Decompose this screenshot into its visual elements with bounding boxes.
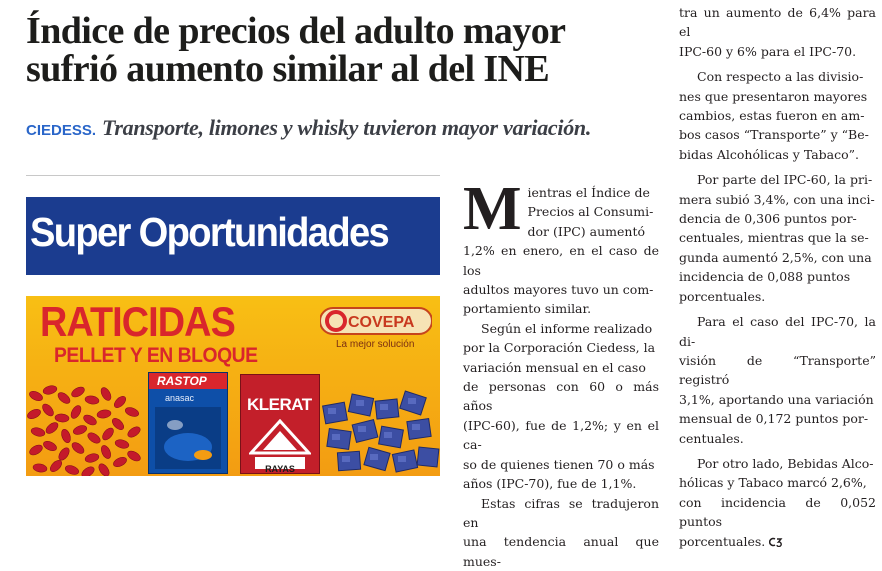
text-line: so de quienes tienen 70 o más <box>463 455 659 474</box>
text-line: variación mensual en el caso <box>463 358 659 377</box>
text-line: una tendencia anual que mues- <box>463 532 659 571</box>
kicker <box>26 115 656 141</box>
text-line: Con respecto a las divisio- <box>679 67 876 86</box>
klerat-triangle-logo <box>249 419 311 455</box>
rastop-product-image <box>155 407 221 469</box>
headline-line-1: Índice de precios del adulto mayor <box>26 12 646 50</box>
text-line-last <box>679 532 876 551</box>
pellets-image <box>26 380 146 476</box>
text-line: con incidencia de 0,052 puntos <box>679 493 876 532</box>
text-line: (IPC-60), fue de 1,2%; y en el ca- <box>463 416 659 455</box>
text-line: bidas Alcohólicas y Tabaco”. <box>679 145 876 164</box>
text-line: nes que presentaron mayores <box>679 87 876 106</box>
text-line: dor (IPC) aumentó <box>463 222 659 241</box>
article-column-2 <box>679 3 876 551</box>
text-line: 1,2% en enero, en el caso de los <box>463 241 659 280</box>
article-end-mark-icon <box>769 537 783 547</box>
paragraph-6 <box>679 312 876 448</box>
paragraph-2 <box>463 319 659 494</box>
text-line: Según el informe realizado <box>463 319 659 338</box>
ad-raticidas[interactable] <box>26 296 440 476</box>
text-line: portamiento similar. <box>463 299 659 318</box>
paragraph-3-cont <box>679 3 876 61</box>
paragraph-3 <box>463 494 659 571</box>
bait-blocks-image <box>318 390 440 476</box>
paragraph-1 <box>463 183 659 319</box>
paragraph-7 <box>679 454 876 551</box>
text-line: Estas cifras se tradujeron en <box>463 494 659 533</box>
text-line: 3,1%, aportando una variación <box>679 390 876 409</box>
covepa-logo <box>320 306 432 336</box>
text-line: IPC-60 y 6% para el IPC-70. <box>679 42 876 61</box>
ad-title: RATICIDAS <box>40 302 235 342</box>
rastop-brand: RASTOP <box>157 374 207 388</box>
text-line: hólicas y Tabaco marcó 2,6%, <box>679 473 876 492</box>
klerat-label: RAYAS <box>265 464 295 474</box>
text-line: Precios al Consumi- <box>463 202 659 221</box>
text-line: mera subió 3,4%, con una inci- <box>679 190 876 209</box>
kicker-tag: CIEDESS. <box>26 122 96 139</box>
klerat-brand: KLERAT <box>247 395 312 415</box>
text-line: Para el caso del IPC-70, la di- <box>679 312 876 351</box>
text-line: porcentuales. <box>679 287 876 306</box>
ad-tagline: La mejor solución <box>336 339 414 350</box>
text-line: Por otro lado, Bebidas Alco- <box>679 454 876 473</box>
text-line: adultos mayores tuvo un com- <box>463 280 659 299</box>
headline <box>26 12 646 88</box>
covepa-logo-text: COVEPA <box>348 314 415 331</box>
text-line: incidencia de 0,088 puntos <box>679 267 876 286</box>
kicker-text: Transporte, limones y whisky tuvieron mayor variación. <box>102 115 591 140</box>
headline-line-2: sufrió aumento similar al del INE <box>26 50 646 88</box>
ad-banner-text: Super Oportunidades <box>30 209 411 256</box>
article-column-1 <box>463 183 659 571</box>
klerat-box <box>240 374 320 474</box>
text-line: visión de “Transporte” registró <box>679 351 876 390</box>
rastop-box <box>148 372 228 474</box>
paragraph-4 <box>679 67 876 164</box>
text-line: por la Corporación Ciedess, la <box>463 338 659 357</box>
drop-cap: M <box>463 183 522 235</box>
paragraph-5 <box>679 170 876 306</box>
text-line: bos casos “Transporte” y “Be- <box>679 125 876 144</box>
section-divider <box>26 175 440 176</box>
text-line: mensual de 0,172 puntos por- <box>679 409 876 428</box>
anasac-label: anasac <box>165 393 194 403</box>
text-line: Por parte del IPC-60, la pri- <box>679 170 876 189</box>
text-line: tra un aumento de 6,4% para el <box>679 3 876 42</box>
text-line-text: porcentuales. <box>679 534 765 549</box>
text-line: centuales. <box>679 429 876 448</box>
text-line: de personas con 60 o más años <box>463 377 659 416</box>
text-line: gunda aumentó 2,5%, con una <box>679 248 876 267</box>
ad-banner[interactable] <box>26 197 440 275</box>
ad-subtitle: PELLET Y EN BLOQUE <box>54 344 258 368</box>
text-line: cambios, estas fueron en am- <box>679 106 876 125</box>
text-line: dencia de 0,306 puntos por- <box>679 209 876 228</box>
text-line: ientras el Índice de <box>463 183 659 202</box>
text-line: años (IPC-70), fue de 1,1%. <box>463 474 659 493</box>
text-line: centuales, mientras que la se- <box>679 228 876 247</box>
